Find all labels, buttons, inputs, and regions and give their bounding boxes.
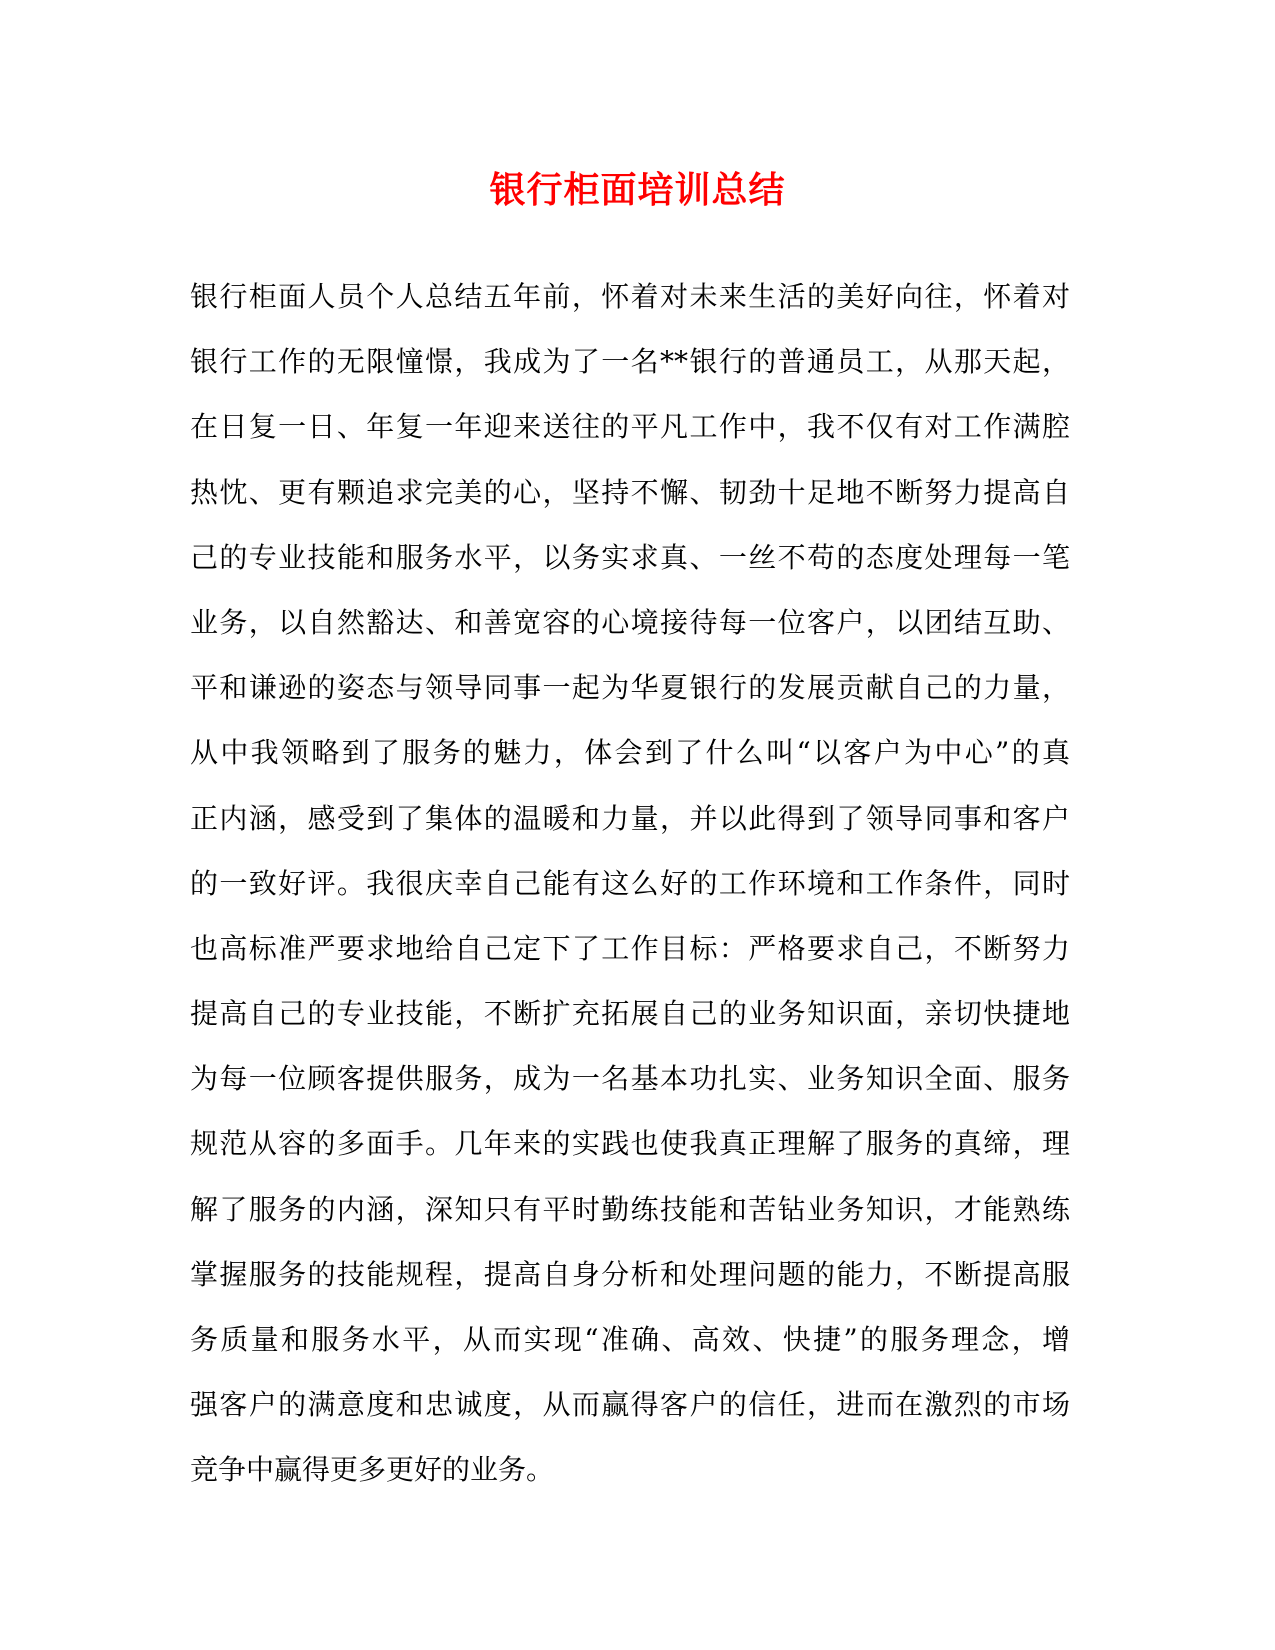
paragraph-line: 银行柜面人员个人总结五年前，怀着对未来生活的美好向往，怀着对 <box>190 280 1070 313</box>
paragraph-line: 解了服务的内涵，深知只有平时勤练技能和苦钻业务知识，才能熟练 <box>190 1192 1070 1226</box>
body-paragraph <box>190 278 1070 1517</box>
paragraph-line: 提高自己的专业技能，不断扩充拓展自己的业务知识面，亲切快捷地 <box>190 997 1070 1031</box>
paragraph-line: 正内涵，感受到了集体的温暖和力量，并以此得到了领导同事和客户 <box>190 801 1070 835</box>
paragraph-line: 在日复一日、年复一年迎来送往的平凡工作中，我不仅有对工作满腔 <box>190 410 1070 444</box>
paragraph-line: 业务，以自然豁达、和善宽容的心境接待每一位客户，以团结互助、 <box>190 605 1070 639</box>
paragraph-line: 的一致好评。我很庆幸自己能有这么好的工作环境和工作条件，同时 <box>190 866 1070 900</box>
paragraph-line: 为每一位顾客提供服务，成为一名基本功扎实、业务知识全面、服务 <box>190 1062 1070 1096</box>
paragraph-line: 银行工作的无限憧憬，我成为了一名**银行的普通员工，从那天起， <box>190 345 1070 379</box>
paragraph-line: 竞争中赢得更多更好的业务。 <box>190 1453 555 1487</box>
paragraph-line: 规范从容的多面手。几年来的实践也使我真正理解了服务的真缔，理 <box>190 1127 1070 1161</box>
document-title: 银行柜面培训总结 <box>489 169 786 211</box>
paragraph-line: 掌握服务的技能规程，提高自身分析和处理问题的能力，不断提高服 <box>190 1257 1070 1291</box>
paragraph-line: 也高标准严要求地给自己定下了工作目标：严格要求自己，不断努力 <box>190 931 1070 965</box>
paragraph-line: 强客户的满意度和忠诚度，从而赢得客户的信任，进而在激烈的市场 <box>190 1388 1070 1422</box>
paragraph-line: 从中我领略到了服务的魅力，体会到了什么叫“以客户为中心”的真 <box>190 736 1070 770</box>
paragraph-line: 己的专业技能和服务水平，以务实求真、一丝不苟的态度处理每一笔 <box>190 540 1070 574</box>
paragraph-line: 热忱、更有颗追求完美的心，坚持不懈、韧劲十足地不断努力提高自 <box>190 475 1070 509</box>
paragraph-line: 务质量和服务水平，从而实现“准确、高效、快捷”的服务理念，增 <box>190 1323 1070 1356</box>
paragraph-line: 平和谦逊的姿态与领导同事一起为华夏银行的发展贡献自己的力量， <box>190 671 1070 705</box>
